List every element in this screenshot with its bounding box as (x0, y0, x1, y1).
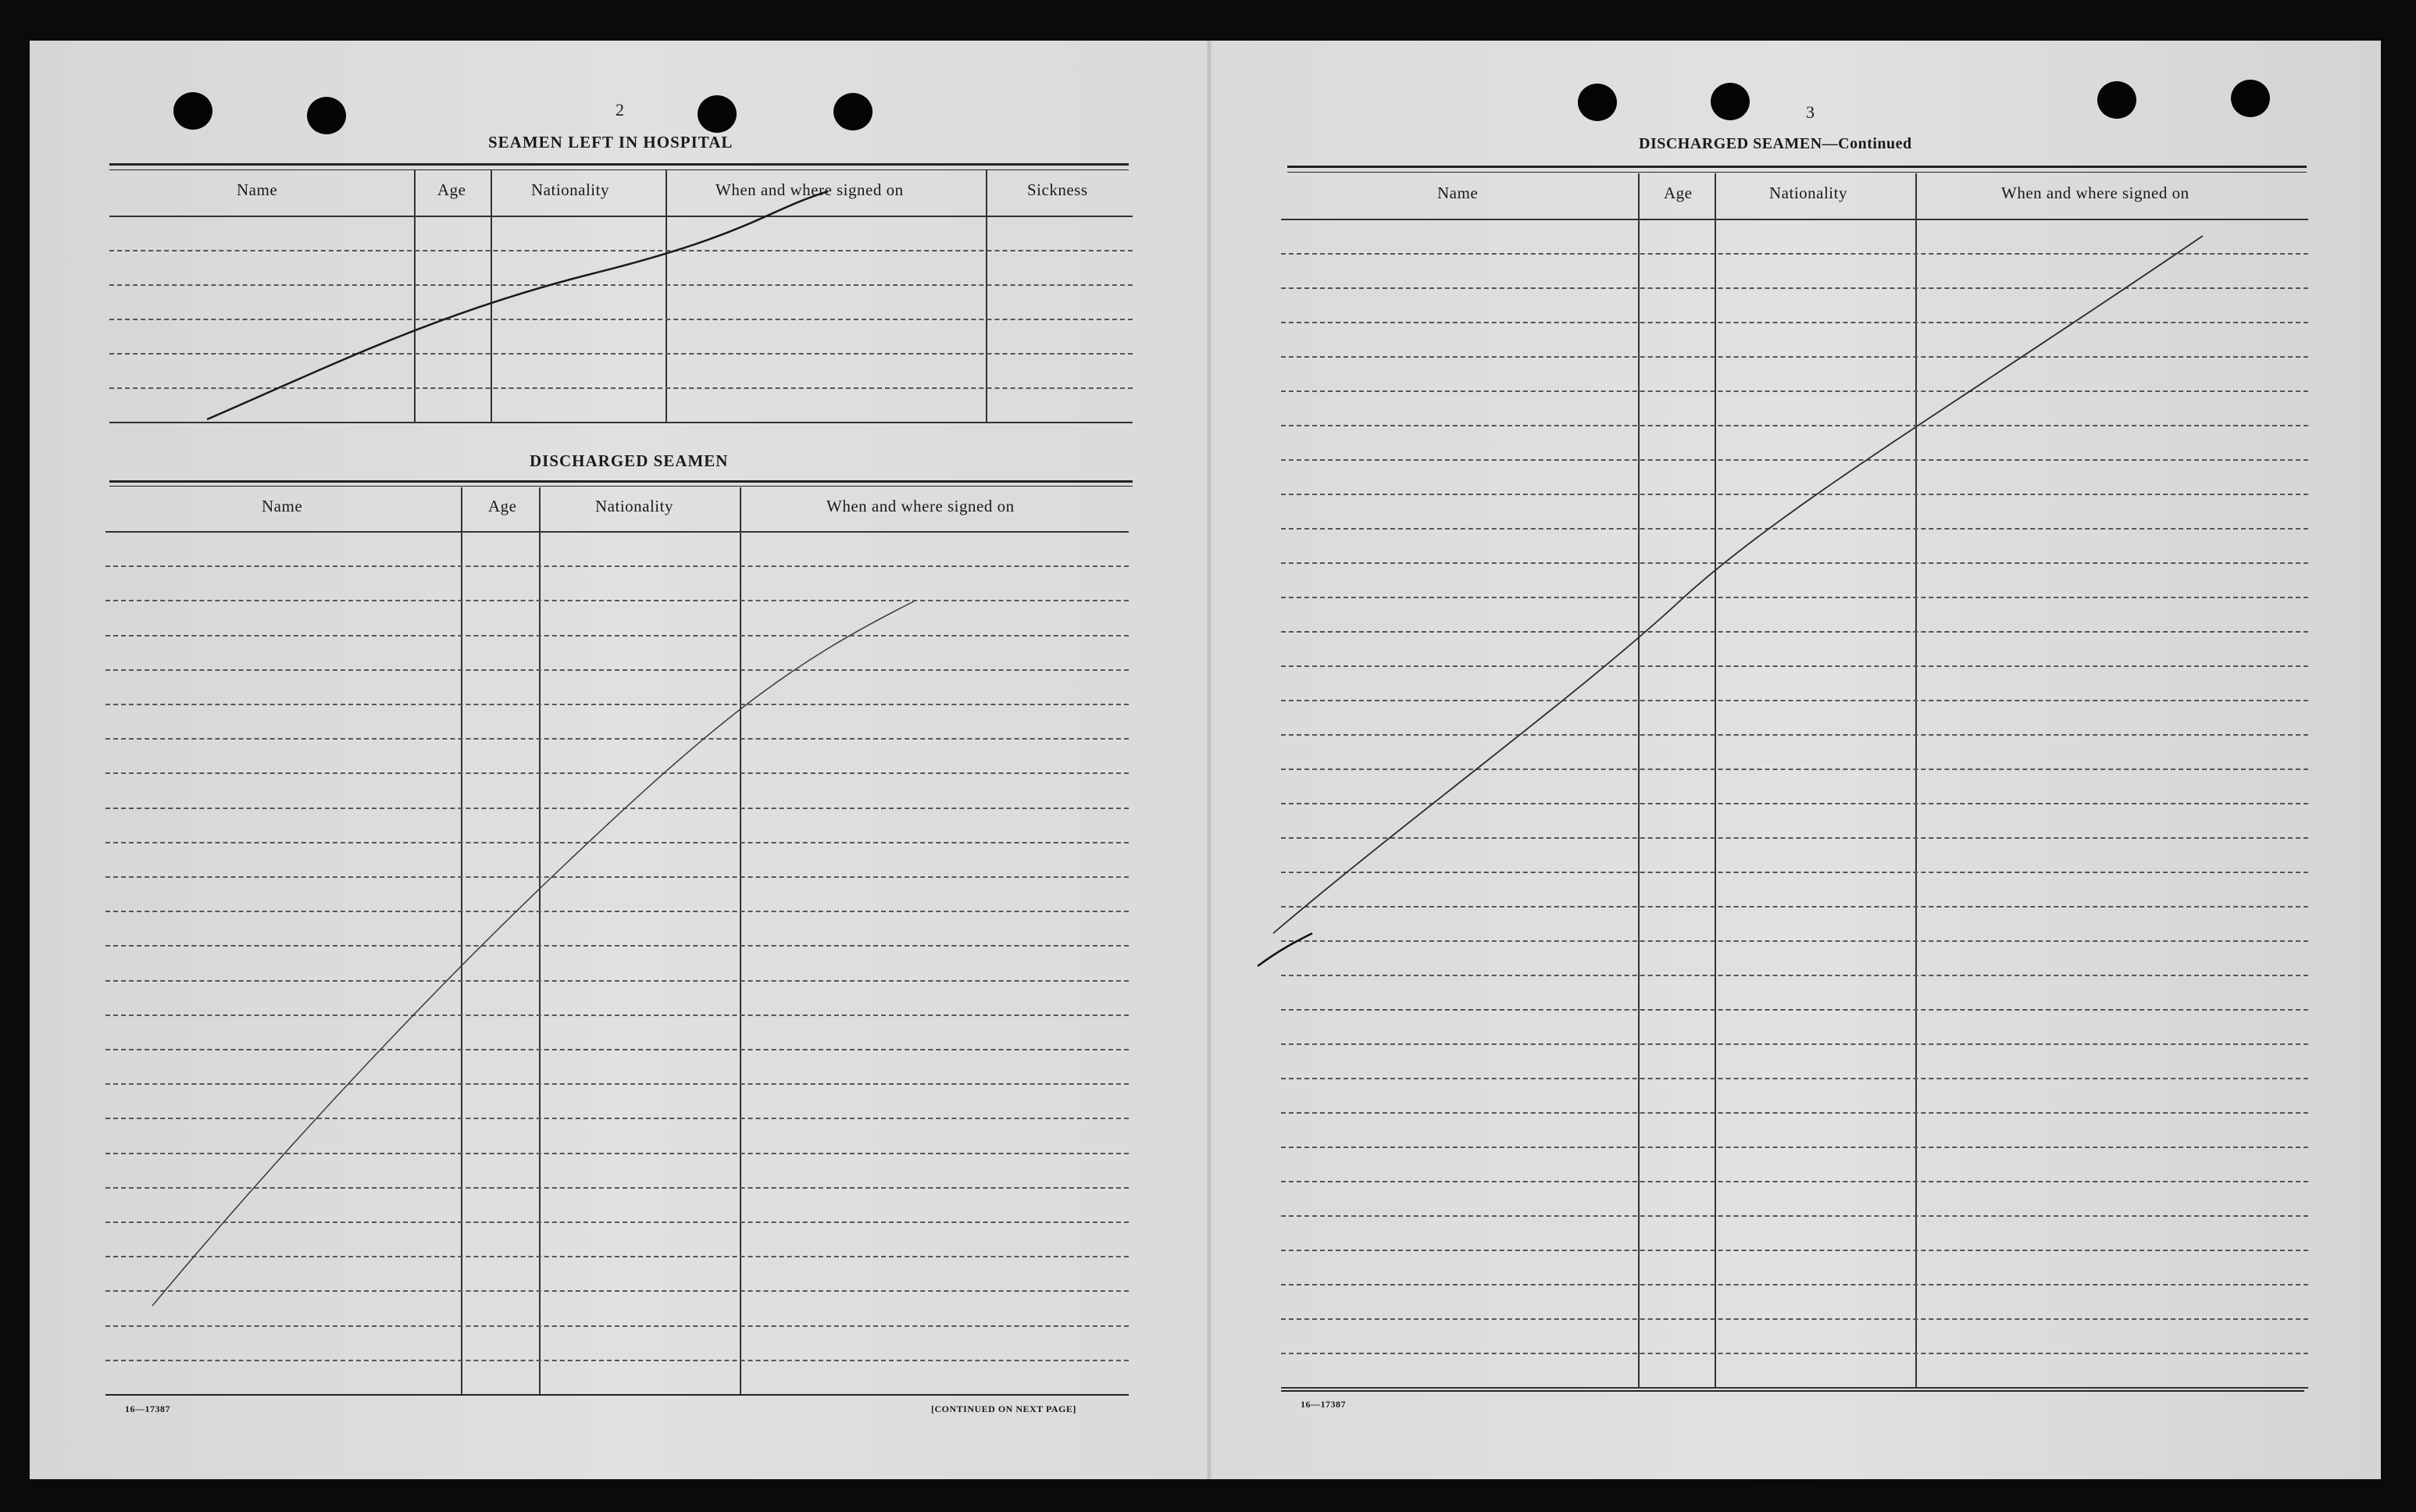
punch-hole (173, 92, 212, 130)
table-row-line (109, 284, 1133, 286)
column-header-signed-on: When and where signed on (826, 497, 1015, 515)
table-row-line (105, 1256, 1129, 1257)
table-row-line (1281, 459, 2308, 461)
table-row-line (105, 600, 1129, 601)
column-divider (666, 170, 667, 422)
header-underline (109, 216, 1133, 217)
table-row-line (105, 565, 1129, 567)
header-underline (105, 531, 1129, 533)
column-header-age: Age (1664, 184, 1693, 202)
column-divider (461, 487, 462, 1394)
table-row-line (1281, 1043, 2308, 1045)
footer-rule (105, 1394, 1129, 1396)
table-row-line (105, 738, 1129, 740)
table-row-line (1281, 837, 2308, 839)
table-row-line (105, 945, 1129, 947)
table-row-line (1281, 1353, 2308, 1354)
table-row-line (1281, 528, 2308, 530)
header-rule (109, 163, 1129, 166)
punch-hole (2097, 81, 2136, 119)
footer-rule (1281, 1390, 2304, 1392)
table-row-line (105, 669, 1129, 671)
discharged-continued-title: DISCHARGED SEAMEN—Continued (1639, 135, 1912, 152)
column-header-age: Age (488, 497, 517, 515)
table-row-line (109, 353, 1133, 355)
table-row-line (1281, 940, 2308, 942)
column-header-nationality: Nationality (531, 180, 609, 199)
table-row-line (1281, 975, 2308, 976)
punch-hole (833, 93, 873, 130)
table-row-line (1281, 390, 2308, 392)
table-row-line (1281, 253, 2308, 255)
punch-hole (1711, 83, 1750, 120)
punch-hole (698, 95, 737, 133)
column-header-name: Name (262, 497, 303, 515)
table-row-line (105, 980, 1129, 982)
column-divider (740, 487, 741, 1394)
table-row-line (105, 1153, 1129, 1154)
table-row-line (105, 704, 1129, 705)
table-row-line (1281, 322, 2308, 323)
table-row-line (1281, 768, 2308, 770)
table-row-line (109, 250, 1133, 251)
table-row-line (1281, 356, 2308, 358)
table-row-line (105, 1221, 1129, 1223)
table-row-line (1281, 906, 2308, 908)
header-rule (109, 480, 1133, 483)
table-row-line (1281, 734, 2308, 736)
table-row-line (1281, 1215, 2308, 1217)
table-row-line (1281, 562, 2308, 564)
column-header-name: Name (237, 180, 278, 199)
table-row-line (1281, 1146, 2308, 1148)
table-row-line (1281, 1284, 2308, 1286)
column-header-signed-on: When and where signed on (2001, 184, 2189, 202)
right-page-number: 3 (1806, 102, 1815, 122)
table-row-line (105, 1049, 1129, 1050)
table-row-line (1281, 1112, 2308, 1114)
table-row-line (105, 1083, 1129, 1085)
table-row-line (105, 1290, 1129, 1292)
table-row-line (109, 387, 1133, 389)
table-row-line (1281, 1181, 2308, 1182)
column-divider (986, 170, 987, 422)
table-row-line (105, 1360, 1129, 1361)
continued-note: [CONTINUED ON NEXT PAGE] (931, 1403, 1076, 1414)
header-rule (1287, 172, 2307, 173)
column-header-sickness: Sickness (1027, 180, 1088, 199)
page-fold (1207, 41, 1212, 1479)
discharged-continued-table (1281, 173, 2308, 1389)
table-row-line (1281, 1250, 2308, 1251)
table-row-line (1281, 803, 2308, 804)
table-row-line (105, 1015, 1129, 1016)
column-divider (491, 170, 492, 422)
table-row-line (1281, 700, 2308, 701)
table-row-line (1281, 665, 2308, 667)
table-row-line (1281, 1318, 2308, 1320)
left-page-number: 2 (616, 100, 624, 119)
column-header-name: Name (1437, 184, 1479, 202)
column-header-nationality: Nationality (1769, 184, 1847, 202)
table-row-line (1281, 1078, 2308, 1079)
table-row-line (105, 635, 1129, 637)
header-rule (1287, 166, 2307, 168)
column-divider (539, 487, 541, 1394)
table-row-line (1281, 872, 2308, 873)
column-header-signed-on: When and where signed on (716, 180, 904, 199)
table-row-line (105, 808, 1129, 809)
header-rule (109, 486, 1133, 487)
table-row-line (1281, 287, 2308, 289)
table-row-line (1281, 1009, 2308, 1011)
header-underline (1281, 219, 2308, 220)
table-row-line (1281, 1387, 2308, 1389)
table-row-line (105, 1325, 1129, 1327)
table-row-line (1281, 425, 2308, 426)
table-row-line (105, 876, 1129, 878)
form-number: 16—17387 (125, 1403, 170, 1414)
hospital-table (109, 170, 1133, 428)
table-row-line (105, 1187, 1129, 1189)
table-row-line (105, 772, 1129, 774)
punch-hole (307, 97, 346, 134)
discharged-table (105, 487, 1133, 1390)
table-row-line (1281, 597, 2308, 598)
discharged-section-title: DISCHARGED SEAMEN (530, 451, 729, 470)
column-header-age: Age (437, 180, 466, 199)
table-row-line (1281, 494, 2308, 495)
table-row-line (109, 319, 1133, 320)
table-row-line (105, 842, 1129, 843)
punch-hole (1578, 84, 1617, 121)
column-header-nationality: Nationality (595, 497, 673, 515)
hospital-section-title: SEAMEN LEFT IN HOSPITAL (488, 133, 733, 152)
table-row-line (105, 911, 1129, 912)
punch-hole (2231, 80, 2270, 117)
table-row-line (1281, 631, 2308, 633)
table-row-line (109, 422, 1133, 423)
form-number: 16—17387 (1301, 1399, 1346, 1410)
table-row-line (105, 1118, 1129, 1119)
column-divider (414, 170, 416, 422)
